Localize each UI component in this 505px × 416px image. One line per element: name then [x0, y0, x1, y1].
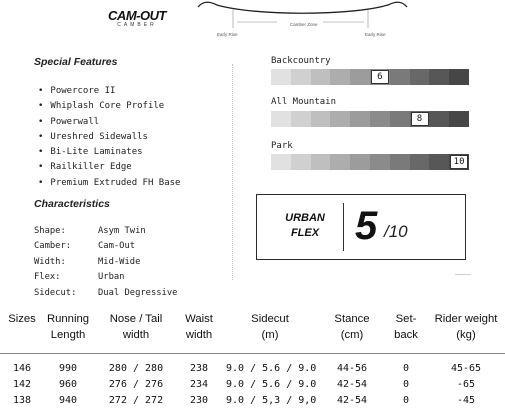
table-cell: -65	[456, 379, 476, 390]
flex-rating-box	[256, 194, 466, 260]
table-cell: 0	[402, 395, 410, 406]
header-running-length-line2: Length	[50, 329, 86, 341]
flex-rating-value: 5	[355, 204, 378, 248]
characteristic-key: Shape:	[34, 226, 66, 236]
feature-item: • Whiplash Core Profile	[38, 99, 180, 114]
scale-segment	[330, 111, 350, 127]
scale-segment	[271, 69, 291, 85]
table-cell: 42-54	[336, 395, 368, 406]
scale-segment	[271, 154, 291, 170]
header-waist-width	[176, 311, 222, 343]
table-cell: 234	[189, 379, 209, 390]
table-cell: 272 / 272	[108, 395, 164, 406]
characteristic-row	[34, 270, 177, 285]
scale-segment	[449, 111, 469, 127]
camber-zone-label: Camber Zone	[290, 22, 318, 27]
scale-segment	[410, 154, 430, 170]
flex-type-label	[277, 211, 333, 241]
header-stance-line2: (cm)	[340, 329, 364, 341]
header-waist-width-line2: width	[185, 329, 213, 341]
logo-sub-text: CAMBER	[117, 22, 157, 28]
header-sizes	[2, 311, 42, 327]
scale-value-box-park: 10	[450, 155, 468, 169]
characteristic-row	[34, 224, 177, 239]
early-rise-left-label: Early Rise	[217, 32, 238, 37]
header-running-length	[42, 311, 94, 343]
header-setback-line2: back	[394, 329, 418, 341]
table-cell: 146	[12, 363, 32, 374]
scale-label-park: Park	[271, 141, 293, 151]
header-sidecut-line1: Sidecut	[251, 313, 289, 325]
scale-segment	[449, 69, 469, 85]
scale-segment	[429, 154, 449, 170]
header-stance-line1: Stance	[334, 313, 370, 325]
characteristic-value: Mid-Wide	[98, 256, 141, 267]
header-running-length-line1: Running	[46, 313, 90, 325]
scale-segment	[429, 69, 449, 85]
feature-item: • Railkiller Edge	[38, 160, 180, 175]
header-rider-weight-line2: (kg)	[456, 329, 476, 341]
scale-segment	[311, 111, 331, 127]
header-sidecut	[226, 311, 314, 343]
header-sizes-line1: Sizes	[8, 313, 36, 325]
special-features-title: Special Features	[34, 56, 118, 68]
scale-bar-all-mountain	[271, 111, 469, 127]
characteristic-row	[34, 239, 177, 254]
scale-segment	[350, 111, 370, 127]
decorative-line	[455, 274, 471, 275]
scale-value-box-backcountry: 6	[371, 70, 389, 84]
scale-segment	[390, 111, 410, 127]
table-cell: 280 / 280	[108, 363, 164, 374]
logo-main-text: CAM-OUT	[108, 8, 166, 23]
header-setback-line1: Set-	[395, 313, 417, 325]
feature-item: • Bi-Lite Laminates	[38, 145, 180, 160]
table-cell: 276 / 276	[108, 379, 164, 390]
characteristic-key: Sidecut:	[34, 287, 77, 298]
cam-out-logo	[100, 10, 174, 28]
feature-item: • Premium Extruded FH Base	[38, 176, 180, 191]
scale-segment	[370, 154, 390, 170]
header-nose-tail-width-line1: Nose / Tail	[109, 313, 163, 325]
table-cell: 138	[12, 395, 32, 406]
table-cell: 0	[402, 363, 410, 374]
scale-segment	[370, 111, 390, 127]
scale-segment	[311, 69, 331, 85]
header-rider-weight	[428, 311, 504, 343]
flex-rating-max: /10	[384, 222, 408, 241]
table-cell: -45	[456, 395, 476, 406]
header-waist-width-line1: Waist	[185, 313, 213, 325]
scale-segment	[410, 69, 430, 85]
characteristic-value: Cam-Out	[98, 241, 136, 252]
scale-segment	[291, 154, 311, 170]
scale-segment	[350, 69, 370, 85]
characteristic-value: Urban	[98, 272, 125, 283]
scale-segment	[330, 154, 350, 170]
characteristics-table	[34, 224, 177, 301]
scale-label-backcountry: Backcountry	[271, 56, 331, 66]
table-cell: 9.0 / 5,3 / 9,0	[226, 395, 317, 406]
scale-segment	[271, 111, 291, 127]
header-stance	[326, 311, 378, 343]
header-setback	[385, 311, 427, 343]
characteristic-key: Flex:	[34, 272, 61, 283]
scale-segment	[390, 69, 410, 85]
flex-type-line2: FLEX	[290, 227, 320, 239]
characteristic-key: Camber:	[34, 241, 72, 252]
table-cell: 230	[189, 395, 209, 406]
scale-segment	[330, 69, 350, 85]
header-rider-weight-line1: Rider weight	[434, 313, 498, 325]
table-cell: 960	[58, 379, 78, 390]
table-cell: 9.0 / 5.6 / 9.0	[226, 363, 317, 374]
characteristic-value: Dual Degressive	[98, 287, 178, 298]
table-cell: 45-65	[450, 363, 482, 374]
header-nose-tail-width	[99, 311, 173, 343]
flex-type-line1: URBAN	[285, 212, 325, 224]
characteristics-title: Characteristics	[34, 198, 110, 210]
scale-bar-park	[271, 154, 469, 170]
flex-box-separator	[343, 203, 344, 251]
scale-segment	[291, 69, 311, 85]
camber-profile-line	[198, 2, 407, 13]
feature-item: • Powercore II	[38, 84, 180, 99]
feature-item: • Ureshred Sidewalls	[38, 130, 180, 145]
table-cell: 44-56	[336, 363, 368, 374]
characteristic-value: Asym Twin	[98, 226, 146, 236]
table-header-rule	[0, 353, 505, 354]
scale-segment	[311, 154, 331, 170]
early-rise-right-label: Early Rise	[365, 32, 386, 37]
scale-segment	[291, 111, 311, 127]
table-cell: 42-54	[336, 379, 368, 390]
table-cell: 0	[402, 379, 410, 390]
feature-item: • Powerwall	[38, 115, 180, 130]
scale-segment	[429, 111, 449, 127]
table-cell: 9.0 / 5.6 / 9.0	[226, 379, 317, 390]
header-nose-tail-width-line2: width	[122, 329, 150, 341]
scale-value-box-all-mountain: 8	[411, 112, 429, 126]
scale-label-all-mountain: All Mountain	[271, 97, 337, 107]
table-cell: 142	[12, 379, 32, 390]
table-cell: 940	[58, 395, 78, 406]
header-sidecut-line2: (m)	[261, 329, 279, 341]
characteristic-row	[34, 286, 177, 301]
scale-segment	[350, 154, 370, 170]
column-divider	[232, 64, 233, 280]
characteristic-row	[34, 255, 177, 270]
table-cell: 238	[189, 363, 209, 374]
scale-segment	[390, 154, 410, 170]
special-features-list	[38, 84, 180, 191]
characteristic-key: Width:	[34, 256, 66, 267]
table-cell: 990	[58, 363, 78, 374]
